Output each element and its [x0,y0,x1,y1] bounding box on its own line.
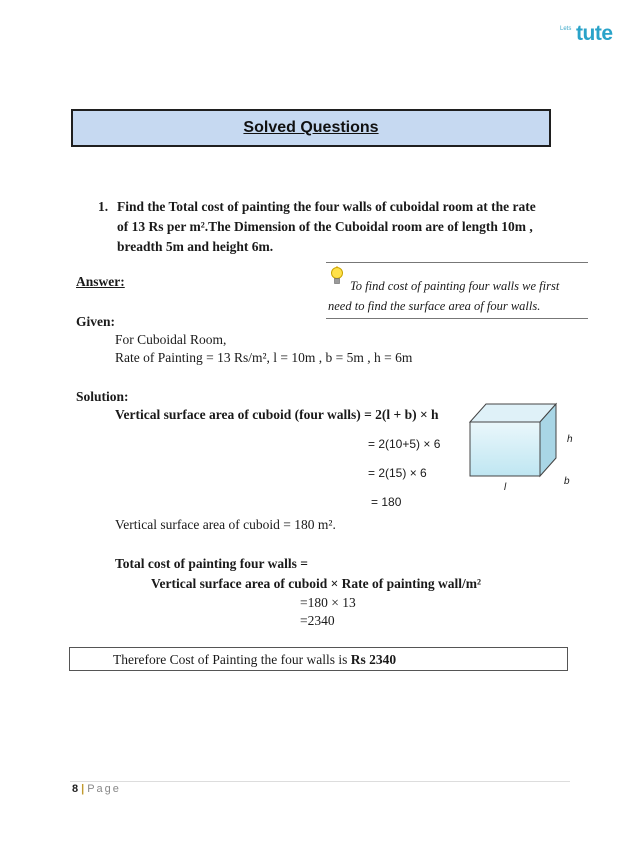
question-line-2: of 13 Rs per m².The Dimension of the Cuboidal room are of length 10m , [117,219,533,234]
hint-line-2: need to find the surface area of four walls. [328,299,541,313]
tute-logo [560,22,630,46]
question-number: 1. [98,199,109,214]
question-line-1: Find the Total cost of painting the four walls of cuboidal room at the rate [117,199,536,214]
page-title: Solved Questions [243,119,379,136]
hint-line-1: To find cost of painting four walls we first [350,279,560,293]
question-line-3: breadth 5m and height 6m. [117,239,274,254]
total-cost-step-1: =180 × 13 [300,595,356,610]
solution-step-1: = 2(10+5) × 6 [368,437,441,451]
total-cost-label: Total cost of painting four walls = [115,556,308,571]
hint-box [326,262,588,319]
page-word: Page [87,783,121,795]
answer-label: Answer: [76,274,125,289]
given-line-1: For Cuboidal Room, [115,332,227,347]
solution-step-3: = 180 [371,495,402,509]
cuboid-height-label: h [567,434,573,445]
logo-small-text: Lets [560,26,572,32]
total-cost-formula: Vertical surface area of cuboid × Rate of painting wall/m² [151,576,482,591]
cuboid-breadth-label: b [564,476,570,487]
solution-formula: Vertical surface area of cuboid (four walls) = 2(l + b) × h [115,407,439,422]
solution-result: Vertical surface area of cuboid = 180 m². [115,517,336,532]
title-banner [71,109,551,147]
cuboid-shape [468,400,558,480]
page-footer [72,783,121,795]
footer-divider [70,781,570,782]
solution-step-2: = 2(15) × 6 [368,466,427,480]
cuboid-length-label: l [504,482,507,493]
conclusion-lead: Therefore Cost of Painting the four walls is [113,652,351,667]
page-number: 8 [72,783,79,795]
conclusion-box [69,647,568,671]
total-cost-step-2: =2340 [300,613,335,628]
lightbulb-icon [329,266,345,286]
logo-main-text: tute [576,22,613,45]
conclusion-value: Rs 2340 [350,652,397,667]
solution-label: Solution: [76,389,129,404]
footer-separator: | [81,783,85,795]
given-line-2: Rate of Painting = 13 Rs/m², l = 10m , b = 5m , h = 6m [115,350,413,365]
given-label: Given: [76,314,115,329]
conclusion-text [113,652,396,668]
cuboid-diagram [468,400,588,495]
